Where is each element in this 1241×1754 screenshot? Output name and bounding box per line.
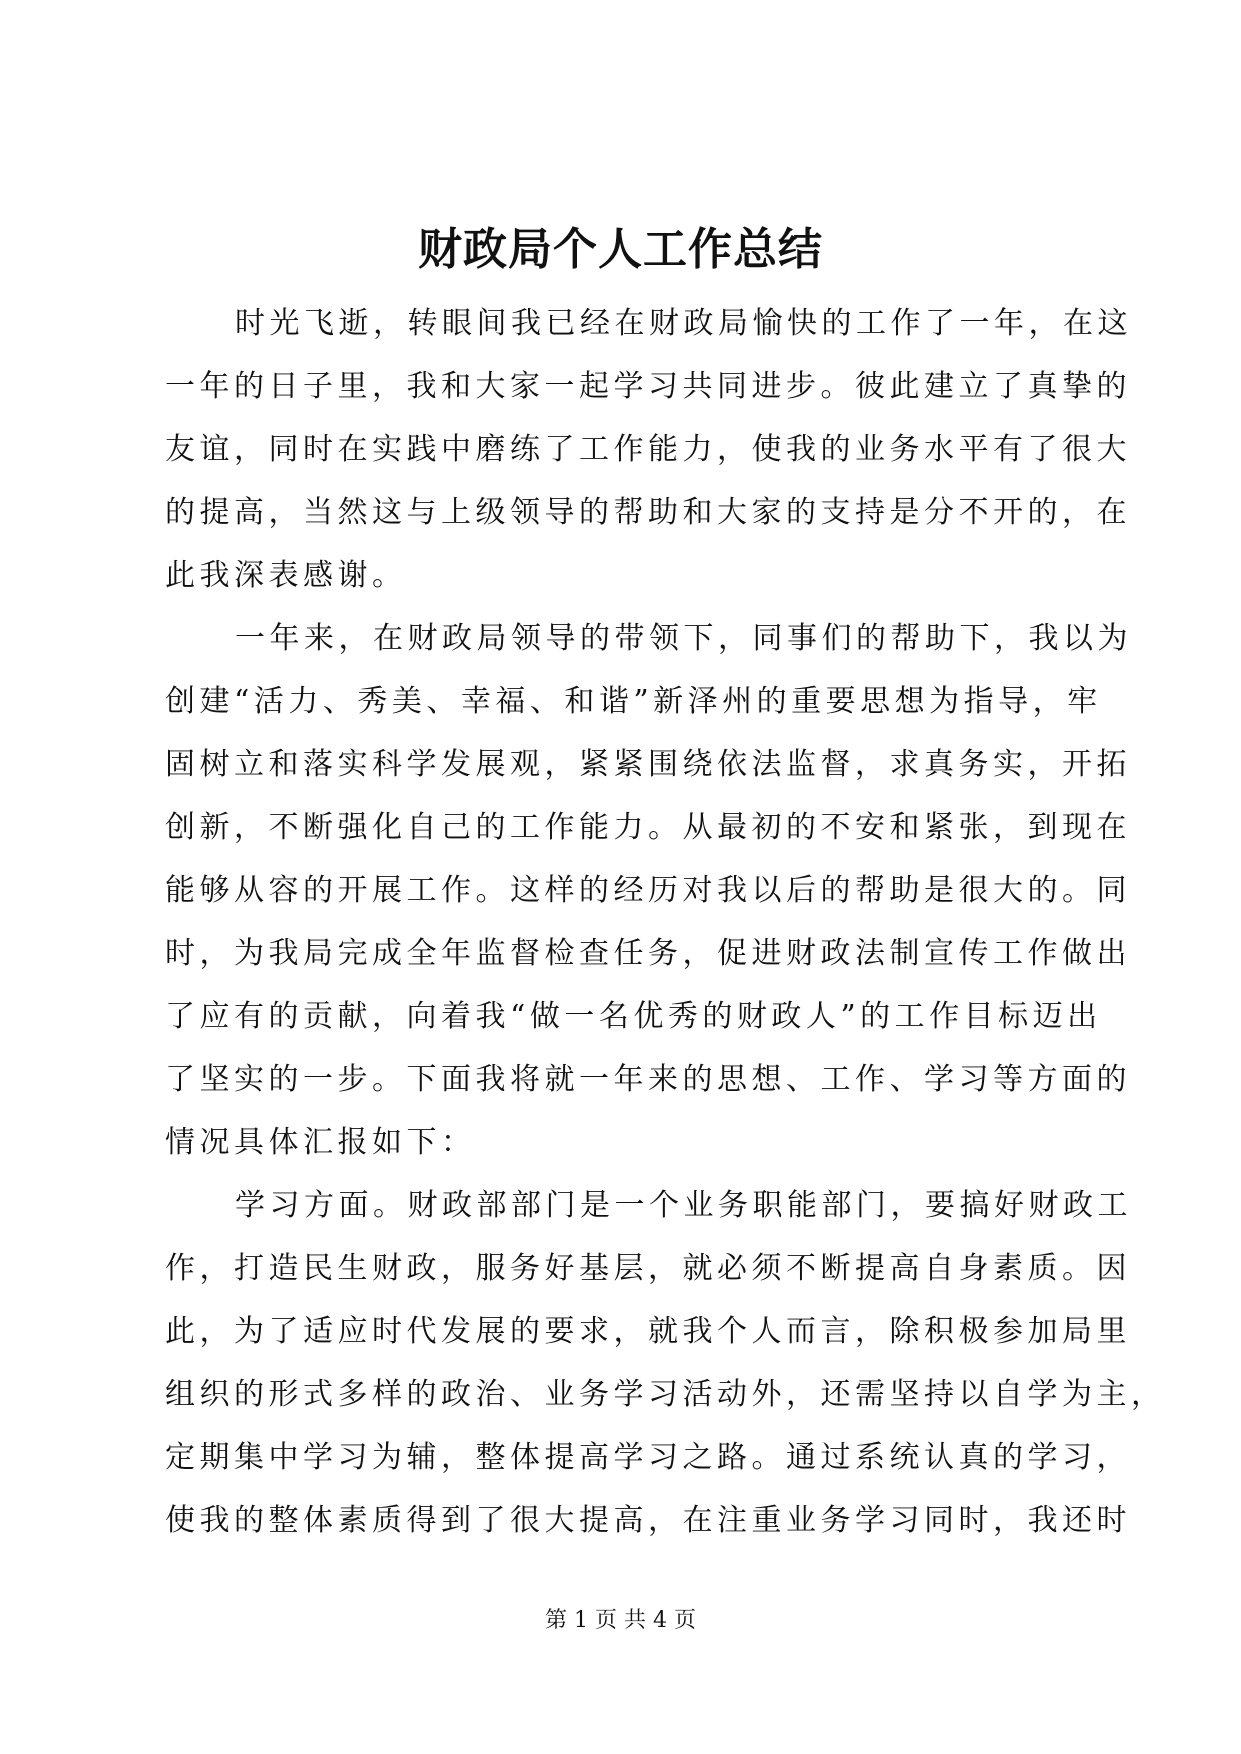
text-line: 时光飞逝，转眼间我已经在财政局愉快的工作了一年，在这 <box>235 306 1132 341</box>
document-body <box>165 292 1166 1552</box>
text-line: 此我深表感谢。 <box>165 558 407 593</box>
text-line: 组织的形式多样的政治、业务学习活动外，还需坚持以自学为主， <box>165 1377 1166 1412</box>
text-line: 创建“活力、秀美、幸福、和谐”新泽州的重要思想为指导，牢 <box>165 684 1102 719</box>
document-title: 财政局个人工作总结 <box>418 224 823 275</box>
text-line: 能够从容的开展工作。这样的经历对我以后的帮助是很大的。同 <box>165 873 1131 908</box>
text-line: 时，为我局完成全年监督检查任务，促进财政法制宣传工作做出 <box>165 936 1131 971</box>
text-line: 学习方面。财政部部门是一个业务职能部门，要搞好财政工 <box>235 1188 1132 1223</box>
text-line: 创新，不断强化自己的工作能力。从最初的不安和紧张，到现在 <box>165 810 1131 845</box>
text-line: 了坚实的一步。下面我将就一年来的思想、工作、学习等方面的 <box>165 1062 1131 1097</box>
text-line: 固树立和落实科学发展观，紧紧围绕依法监督，求真务实，开拓 <box>165 747 1131 782</box>
text-line: 此，为了适应时代发展的要求，就我个人而言，除积极参加局里 <box>165 1314 1131 1349</box>
paragraph-2 <box>165 607 1132 1174</box>
text-line: 一年的日子里，我和大家一起学习共同进步。彼此建立了真挚的 <box>165 369 1131 404</box>
text-line: 作，打造民生财政，服务好基层，就必须不断提高自身素质。因 <box>165 1251 1131 1286</box>
text-line: 使我的整体素质得到了很大提高，在注重业务学习同时，我还时 <box>165 1503 1131 1538</box>
text-line: 一年来，在财政局领导的带领下，同事们的帮助下，我以为 <box>235 621 1132 656</box>
text-line: 了应有的贡献，向着我“做一名优秀的财政人”的工作目标迈出 <box>165 999 1102 1034</box>
text-line: 友谊，同时在实践中磨练了工作能力，使我的业务水平有了很大 <box>165 432 1131 467</box>
page-number-footer: 第 1 页 共 4 页 <box>545 1608 696 1633</box>
text-line: 的提高，当然这与上级领导的帮助和大家的支持是分不开的，在 <box>165 495 1131 530</box>
text-line: 情况具体汇报如下： <box>165 1125 476 1160</box>
text-line: 定期集中学习为辅，整体提高学习之路。通过系统认真的学习， <box>165 1440 1131 1475</box>
paragraph-1 <box>165 292 1132 607</box>
paragraph-3 <box>165 1174 1166 1552</box>
